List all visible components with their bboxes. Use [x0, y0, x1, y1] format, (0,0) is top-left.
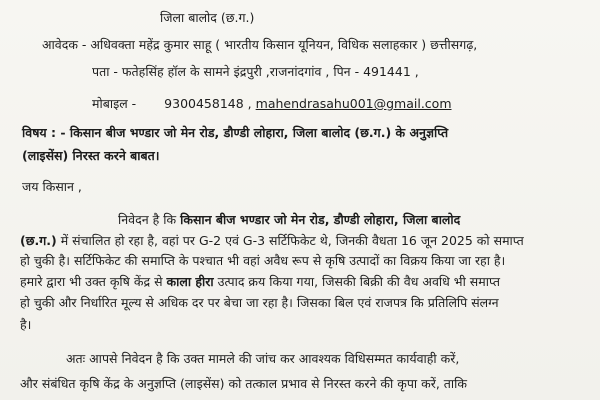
applicant-line: आवेदक - अधिवक्ता महेंद्र कुमार साहू ( भारतीय किसान यूनियन, विधिक सलाहकार ) छत्तीसगढ़, — [42, 37, 478, 52]
address-line: पता - फतेहसिंह हॉल के सामने इंद्रपुरी ,राजनांदगांव , पिन - 491441 , — [92, 64, 419, 79]
body-text: निवेदन है कि — [118, 212, 181, 227]
body-p1-line1 — [118, 212, 460, 228]
body-p2-line1: अतः आपसे निवेदन है कि उक्त मामले की जांच कर आवश्यक विधिसम्मत कार्यवाही करें, — [66, 351, 460, 366]
body-p1-line6: है। — [20, 317, 32, 332]
mobile-label: मोबाइल - — [92, 96, 137, 111]
shop-name: किसान बीज भण्डार जो मेन रोड, डौण्डी लोहारा, जिला बालोद — [180, 212, 461, 227]
body-p2-line2: और संबंधित कृषि केंद्र के अनुज्ञप्ति (लाइसेंस) को तत्काल प्रभाव से निरस्त करने की कृपा करें, ताकि — [20, 376, 468, 391]
body-text: हमारे द्वारा भी उक्त कृषि केंद्र से — [20, 274, 167, 289]
district-line: जिला बालोद (छ.ग.) — [160, 10, 255, 25]
state-abbrev: (छ.ग.) — [20, 233, 57, 248]
mobile-number: 9300458148 , — [164, 96, 252, 111]
salutation: जय किसान , — [22, 179, 82, 194]
body-p1-line2 — [20, 233, 524, 249]
mobile-line — [92, 96, 452, 112]
subject-line-2: (लाइसेंस) निरस्त करने बाबत। — [22, 148, 160, 163]
email-address: mahendrasahu001@gmail.com — [255, 96, 452, 111]
product-name: काला हीरा — [166, 274, 214, 289]
body-p1-line3: हो चुकी है। सर्टिफिकेट की समाप्ति के पश्चात भी वहां अवैध रूप से कृषि उत्पादों का विक्रय किया जा रहा है। — [20, 253, 506, 268]
body-p1-line5: हो चुकी और निर्धारित मूल्य से अधिक दर पर बेचा जा रहा है। जिसका बिल एवं राजपत्र कि प्रतिलिपि संलग्न — [20, 295, 499, 310]
subject-line-1: विषय : - किसान बीज भण्डार जो मेन रोड, डौण्डी लोहारा, जिला बालोद (छ.ग.) के अनुज्ञप्ति — [22, 125, 449, 140]
body-text: में संचालित हो रहा है, वहां पर G-2 एवं G-3 सर्टिफिकेट थे, जिनकी वैधता 16 जून 2025 को समाप्त — [56, 233, 524, 248]
body-p1-line4 — [20, 274, 500, 290]
body-text: उत्पाद क्रय किया गया, जिसकी बिक्री की वैध अवधि भी समाप्त — [213, 274, 500, 289]
